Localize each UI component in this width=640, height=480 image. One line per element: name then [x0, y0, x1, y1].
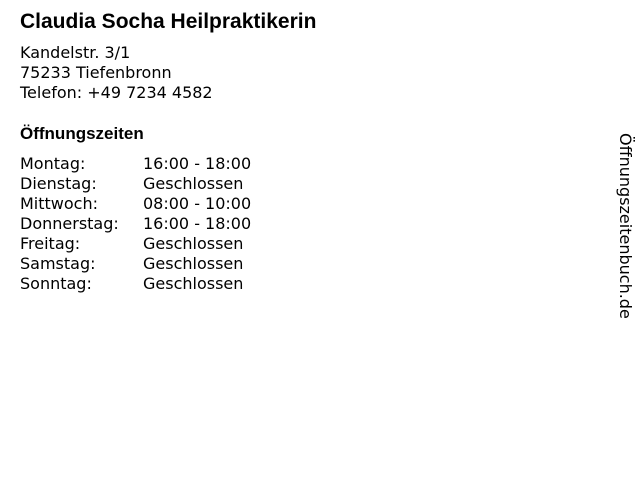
phone-number: Telefon: +49 7234 4582 [20, 83, 213, 102]
day-label: Dienstag: [20, 174, 97, 193]
time-value: 08:00 - 10:00 [143, 194, 252, 213]
address-block [20, 43, 213, 103]
day-label: Mittwoch: [20, 194, 98, 213]
hours-row-thursday [20, 214, 251, 234]
time-value: Geschlossen [143, 174, 244, 193]
site-watermark: Öffnungszeitenbuch.de [616, 133, 635, 319]
hours-row-saturday [20, 254, 251, 274]
time-value: Geschlossen [143, 254, 244, 273]
time-value: 16:00 - 18:00 [143, 154, 252, 173]
hours-row-friday [20, 234, 251, 254]
opening-hours-table [20, 154, 251, 294]
street-address: Kandelstr. 3/1 [20, 43, 131, 62]
day-label: Montag: [20, 154, 86, 173]
city-postal: 75233 Tiefenbronn [20, 63, 172, 82]
day-label: Donnerstag: [20, 214, 119, 233]
hours-row-tuesday [20, 174, 251, 194]
business-name: Claudia Socha Heilpraktikerin [20, 10, 317, 33]
time-value: Geschlossen [143, 274, 244, 293]
day-label: Sonntag: [20, 274, 92, 293]
day-label: Freitag: [20, 234, 81, 253]
hours-row-monday [20, 154, 251, 174]
day-label: Samstag: [20, 254, 96, 273]
time-value: Geschlossen [143, 234, 244, 253]
opening-hours-heading: Öffnungszeiten [20, 124, 144, 143]
hours-row-sunday [20, 274, 251, 294]
time-value: 16:00 - 18:00 [143, 214, 252, 233]
hours-row-wednesday [20, 194, 251, 214]
